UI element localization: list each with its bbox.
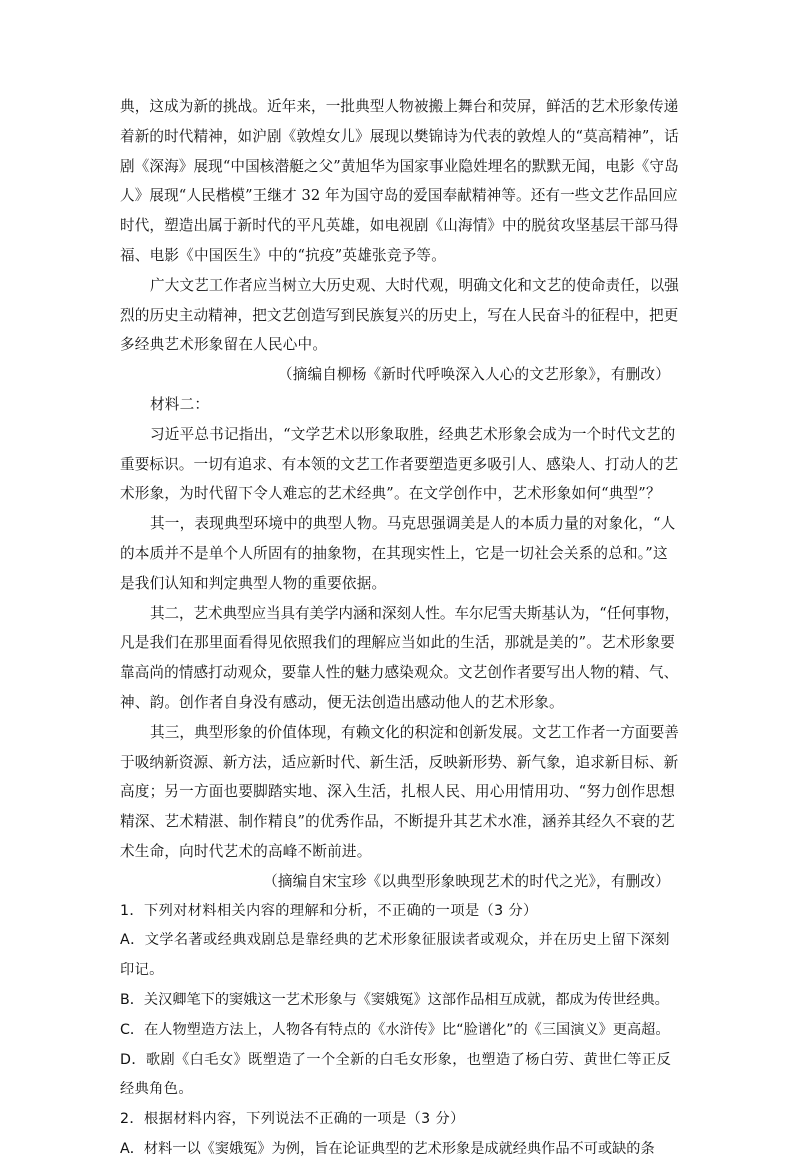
text-line: 多经典艺术形象留在人民心中。 <box>120 336 328 354</box>
text-line: 福、电影《中国医生》中的“抗疫”英雄张竞予等。 <box>120 246 446 264</box>
text-line: 术生命，向时代艺术的高峰不断前进。 <box>120 842 372 860</box>
option-c: C．在人物塑造方法上，人物各有特点的《水浒传》比“脸谱化”的《三国演义》更高超。 <box>120 1021 670 1038</box>
text-line: 其二，艺术典型应当具有美学内涵和深刻人性。车尔尼雪夫斯基认为，“任何事物， <box>150 604 680 622</box>
question-stem: 2．根据材料内容，下列说法不正确的一项是（3 分） <box>120 1111 465 1128</box>
option-a: A．材料一以《窦娥冤》为例，旨在论证典型的艺术形象是成就经典作品不可或缺的条 <box>120 1140 655 1157</box>
text-line: 是我们认知和判定典型人物的重要依据。 <box>120 574 387 592</box>
option-a-continued: 印记。 <box>120 962 164 979</box>
text-line: 的本质并不是单个人所固有的抽象物，在其现实性上，它是一切社会关系的总和。”这 <box>120 544 668 562</box>
text-line: 习近平总书记指出，“文学艺术以形象取胜，经典艺术形象会成为一个时代文艺的 <box>150 425 676 443</box>
option-d: D．歌剧《白毛女》既塑造了一个全新的白毛女形象，也塑造了杨白劳、黄世仁等正反 <box>120 1051 672 1068</box>
text-line: 其一，表现典型环境中的典型人物。马克思强调美是人的本质力量的对象化，“人 <box>150 515 676 533</box>
text-line: 人》展现“人民楷模”王继才 32 年为国守岛的爱国奉献精神等。还有一些文艺作品回应 <box>120 187 678 205</box>
text-line: 剧《深海》展现“中国核潜艇之父”黄旭华为国家事业隐姓埋名的默默无闻，电影《守岛 <box>120 157 679 175</box>
exam-page <box>120 92 680 1165</box>
text-line: 神、韵。创作者自身没有感动，便无法创造出感动他人的艺术形象。 <box>120 693 564 711</box>
question-2 <box>120 1105 680 1165</box>
text-line: 广大文艺工作者应当树立大历史观、大时代观，明确文化和文艺的使命责任，以强 <box>150 276 679 294</box>
material-heading: 材料二： <box>150 395 210 413</box>
text-line: 时代，塑造出属于新时代的平凡英雄，如电视剧《山海情》中的脱贫攻坚基层干部马得 <box>120 217 679 235</box>
text-line: 术形象，为时代留下令人难忘的艺术经典”。在文学创作中，艺术形象如何“典型”？ <box>120 485 661 503</box>
text-line: 凡是我们在那里面看得见依照我们的理解应当如此的生活，那就是美的”。艺术形象要 <box>120 634 676 652</box>
question-stem: 1．下列对材料相关内容的理解和分析，不正确的一项是（3 分） <box>120 902 538 919</box>
option-a: A．文学名著或经典戏剧总是靠经典的艺术形象征服读者或观众，并在历史上留下深刻 <box>120 932 670 949</box>
text-line: 其三，典型形象的价值体现，有赖文化的积淀和创新发展。文艺工作者一方面要善 <box>150 723 679 741</box>
text-line: 高度；另一方面也要脚踏实地、深入生活，扎根人民、用心用情用功、“努力创作思想 <box>120 783 676 801</box>
question-1 <box>120 897 680 1106</box>
text-line: 着新的时代精神，如沪剧《敦煌女儿》展现以樊锦诗为代表的敦煌人的“莫高精神”，话 <box>120 127 679 145</box>
option-b: B．关汉卿笔下的窦娥这一艺术形象与《窦娥冤》这部作品相互成就，都成为传世经典。 <box>120 991 669 1008</box>
option-d-continued: 经典角色。 <box>120 1081 193 1098</box>
text-line: 烈的历史主动精神，把文艺创造写到民族复兴的历史上，写在人民奋斗的征程中，把更 <box>120 306 679 324</box>
source-citation: （摘编自宋宝珍《以典型形象映现艺术的时代之光》，有删改） <box>263 872 670 890</box>
text-line: 于吸纳新资源、新方法，适应新时代、新生活，反映新形势、新气象，追求新目标、新 <box>120 753 679 771</box>
material-two-text <box>120 390 680 897</box>
material-one-text <box>120 92 680 390</box>
text-line: 靠高尚的情感打动观众，要靠人性的魅力感染观众。文艺创作者要写出人物的精、气、 <box>120 664 679 682</box>
text-line: 精深、艺术精湛、制作精良”的优秀作品，不断提升其艺术水准，涵养其经久不衰的艺 <box>120 813 676 831</box>
text-line: 重要标识。一切有追求、有本领的文艺工作者要塑造更多吸引人、感染人、打动人的艺 <box>120 455 679 473</box>
source-citation: （摘编自柳杨《新时代呼唤深入人心的文艺形象》，有删改） <box>277 366 670 384</box>
text-line: 典，这成为新的挑战。近年来，一批典型人物被搬上舞台和荧屏，鲜活的艺术形象传递 <box>120 98 679 115</box>
